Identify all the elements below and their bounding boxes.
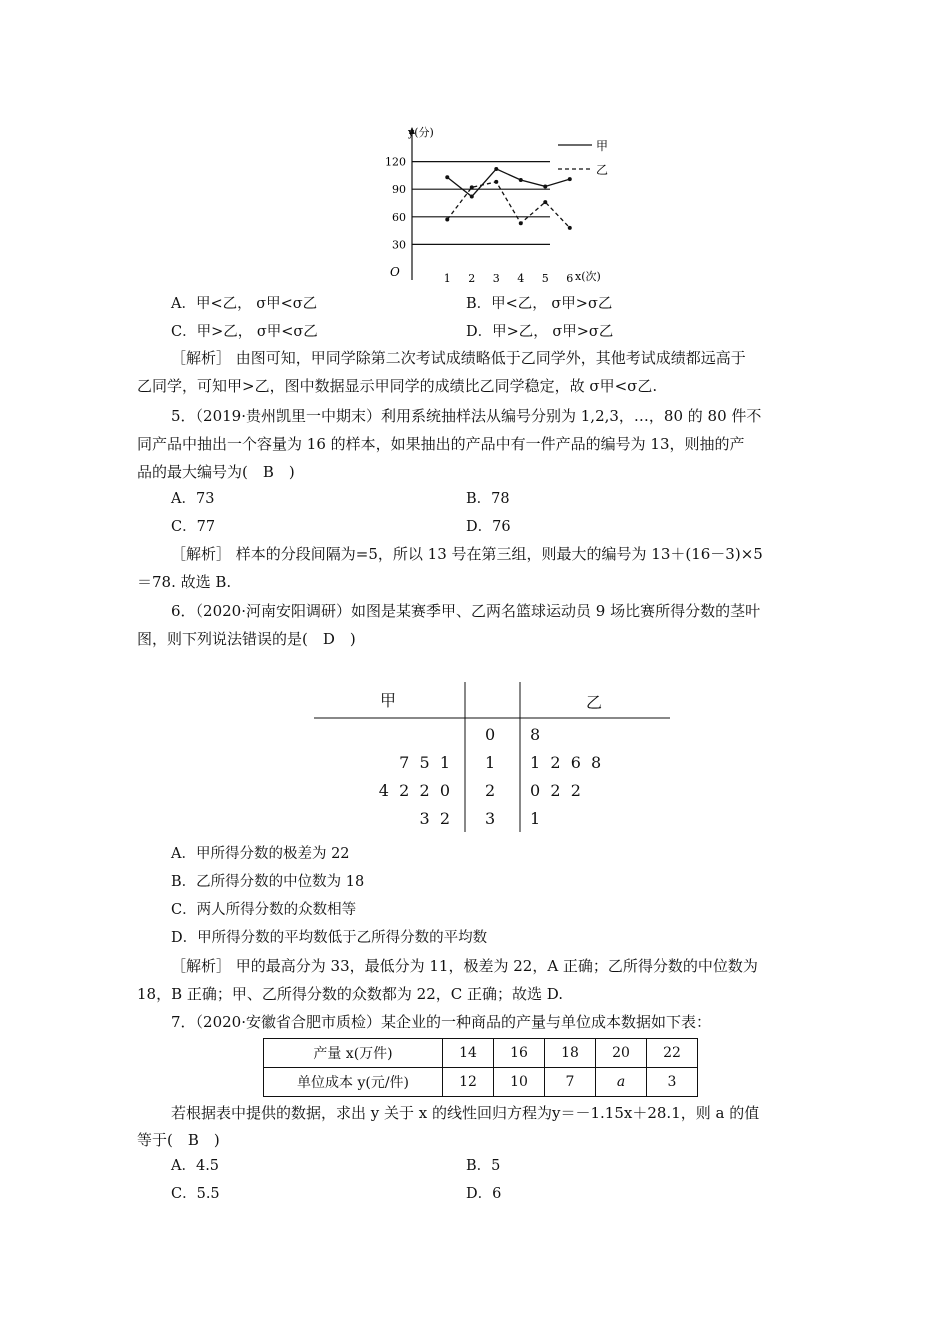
legend-label: 甲 bbox=[596, 139, 609, 153]
data-point bbox=[494, 180, 498, 184]
data-point bbox=[519, 178, 523, 182]
q4-option-a: A．甲<乙， σ甲<σ乙 bbox=[171, 296, 318, 312]
q5-stem-1: 5．（2019·贵州凯里一中期末）利用系统抽样法从编号分别为 1,2,3，…，80 的 80 件不 bbox=[171, 407, 762, 425]
q7-option-c: C．5.5 bbox=[171, 1186, 220, 1202]
table-cell: 16 bbox=[494, 1039, 545, 1068]
stem-row-stem: 2 bbox=[485, 781, 496, 800]
q4-analysis-1: ［解析］ 由图可知，甲同学除第二次考试成绩略低于乙同学外，其他考试成绩都远高于 bbox=[171, 349, 746, 367]
stem-row-right: 0 2 2 bbox=[530, 781, 581, 800]
table-row bbox=[264, 1039, 698, 1068]
table-cell: 18 bbox=[545, 1039, 596, 1068]
q6-analysis-1: ［解析］ 甲的最高分为 33，最低分为 11，极差为 22，A 正确；乙所得分数的中位数为 bbox=[171, 957, 758, 975]
table-row-label: 产量 x(万件) bbox=[264, 1039, 443, 1068]
q5-option-d: D．76 bbox=[466, 519, 511, 535]
x-tick-label: 6 bbox=[566, 272, 574, 285]
stem-row-right: 8 bbox=[530, 725, 541, 744]
table-cell: 12 bbox=[443, 1068, 494, 1097]
table-row bbox=[264, 1068, 698, 1097]
q4-option-d: D．甲>乙， σ甲>σ乙 bbox=[466, 324, 614, 340]
data-point bbox=[494, 167, 498, 171]
stem-row-right: 1 2 6 8 bbox=[530, 753, 602, 772]
table-cell: 22 bbox=[647, 1039, 698, 1068]
q4-option-c: C．甲>乙， σ甲<σ乙 bbox=[171, 324, 318, 340]
stem-row-left: 7 5 1 bbox=[399, 753, 450, 772]
stem-row-left: 4 2 2 0 bbox=[378, 781, 450, 800]
q5-analysis-1: ［解析］ 样本的分段间隔为=5，所以 13 号在第三组，则最大的编号为 13＋(16－3)×5 bbox=[171, 545, 763, 563]
data-point bbox=[568, 177, 572, 181]
y-axis-label: y(分) bbox=[408, 126, 434, 139]
series-line-jia bbox=[447, 169, 570, 197]
table-cell: 10 bbox=[494, 1068, 545, 1097]
q6-option-b: B．乙所得分数的中位数为 18 bbox=[171, 874, 365, 890]
stem-row-stem: 1 bbox=[485, 753, 496, 772]
q6-option-c: C．两人所得分数的众数相等 bbox=[171, 902, 357, 918]
q6-stem-1: 6．（2020·河南安阳调研）如图是某赛季甲、乙两名篮球运动员 9 场比赛所得分数的茎叶 bbox=[171, 602, 761, 620]
y-tick-label: 30 bbox=[392, 238, 406, 252]
data-point bbox=[543, 184, 547, 188]
x-tick-label: 3 bbox=[492, 272, 500, 285]
data-point bbox=[470, 185, 474, 189]
q6-option-a: A．甲所得分数的极差为 22 bbox=[171, 846, 350, 862]
stem-head-jia: 甲 bbox=[380, 691, 397, 710]
q5-analysis-2: ＝78. 故选 B. bbox=[137, 573, 232, 591]
q6-analysis-2: 18，B 正确；甲、乙所得分数的众数都为 22，C 正确；故选 D. bbox=[137, 985, 564, 1003]
x-tick-label: 5 bbox=[541, 272, 549, 285]
data-table bbox=[263, 1038, 698, 1097]
data-point bbox=[470, 195, 474, 199]
data-point bbox=[445, 218, 449, 222]
q5-option-c: C．77 bbox=[171, 519, 216, 535]
data-point bbox=[568, 226, 572, 230]
data-point bbox=[445, 175, 449, 179]
stem-head-yi: 乙 bbox=[586, 693, 603, 712]
q5-stem-3: 品的最大编号为( B ) bbox=[137, 463, 295, 481]
stem-row-stem: 0 bbox=[485, 725, 496, 744]
table-cell: 14 bbox=[443, 1039, 494, 1068]
q7-after-2: 等于( B ) bbox=[137, 1131, 220, 1149]
x-tick-label: 4 bbox=[517, 272, 525, 285]
origin-label: O bbox=[390, 265, 400, 279]
q5-option-b: B．78 bbox=[466, 491, 510, 507]
q6-option-d: D．甲所得分数的平均数低于乙所得分数的平均数 bbox=[171, 930, 488, 946]
stem-row-left: 3 2 bbox=[419, 809, 450, 828]
q4-analysis-2: 乙同学，可知甲>乙，图中数据显示甲同学的成绩比乙同学稳定，故 σ甲<σ乙. bbox=[137, 377, 658, 395]
q7-option-a: A．4.5 bbox=[171, 1158, 220, 1174]
data-point bbox=[519, 221, 523, 225]
x-tick-label: 2 bbox=[468, 272, 476, 285]
q6-stem-2: 图，则下列说法错误的是( D ) bbox=[137, 630, 356, 648]
legend-label: 乙 bbox=[596, 163, 609, 177]
stem-leaf-plot bbox=[314, 682, 670, 832]
q7-option-d: D．6 bbox=[466, 1186, 502, 1202]
q5-option-a: A．73 bbox=[171, 491, 215, 507]
q4-option-b: B．甲<乙， σ甲>σ乙 bbox=[466, 296, 613, 312]
table-cell: 7 bbox=[545, 1068, 596, 1097]
stem-row-stem: 3 bbox=[485, 809, 496, 828]
q7-after-1: 若根据表中提供的数据，求出 y 关于 x 的线性回归方程为y＝－1.15x＋28.1，则 a 的值 bbox=[171, 1104, 760, 1122]
stem-row-right: 1 bbox=[530, 809, 541, 828]
q7-option-b: B．5 bbox=[466, 1158, 501, 1174]
table-cell: a bbox=[596, 1068, 647, 1097]
data-point bbox=[543, 200, 547, 204]
table-row-label: 单位成本 y(元/件) bbox=[264, 1068, 443, 1097]
x-axis-label: x(次) bbox=[575, 270, 601, 283]
y-tick-label: 60 bbox=[392, 210, 406, 224]
y-tick-label: 90 bbox=[392, 183, 406, 197]
table-cell: 3 bbox=[647, 1068, 698, 1097]
y-tick-label: 120 bbox=[385, 155, 406, 169]
q5-stem-2: 同产品中抽出一个容量为 16 的样本，如果抽出的产品中有一件产品的编号为 13，则抽的产 bbox=[137, 435, 745, 453]
table-cell: 20 bbox=[596, 1039, 647, 1068]
x-tick-label: 1 bbox=[443, 272, 451, 285]
q7-stem-1: 7．（2020·安徽省合肥市质检）某企业的一种商品的产量与单位成本数据如下表： bbox=[171, 1013, 711, 1031]
line-chart bbox=[370, 120, 620, 290]
